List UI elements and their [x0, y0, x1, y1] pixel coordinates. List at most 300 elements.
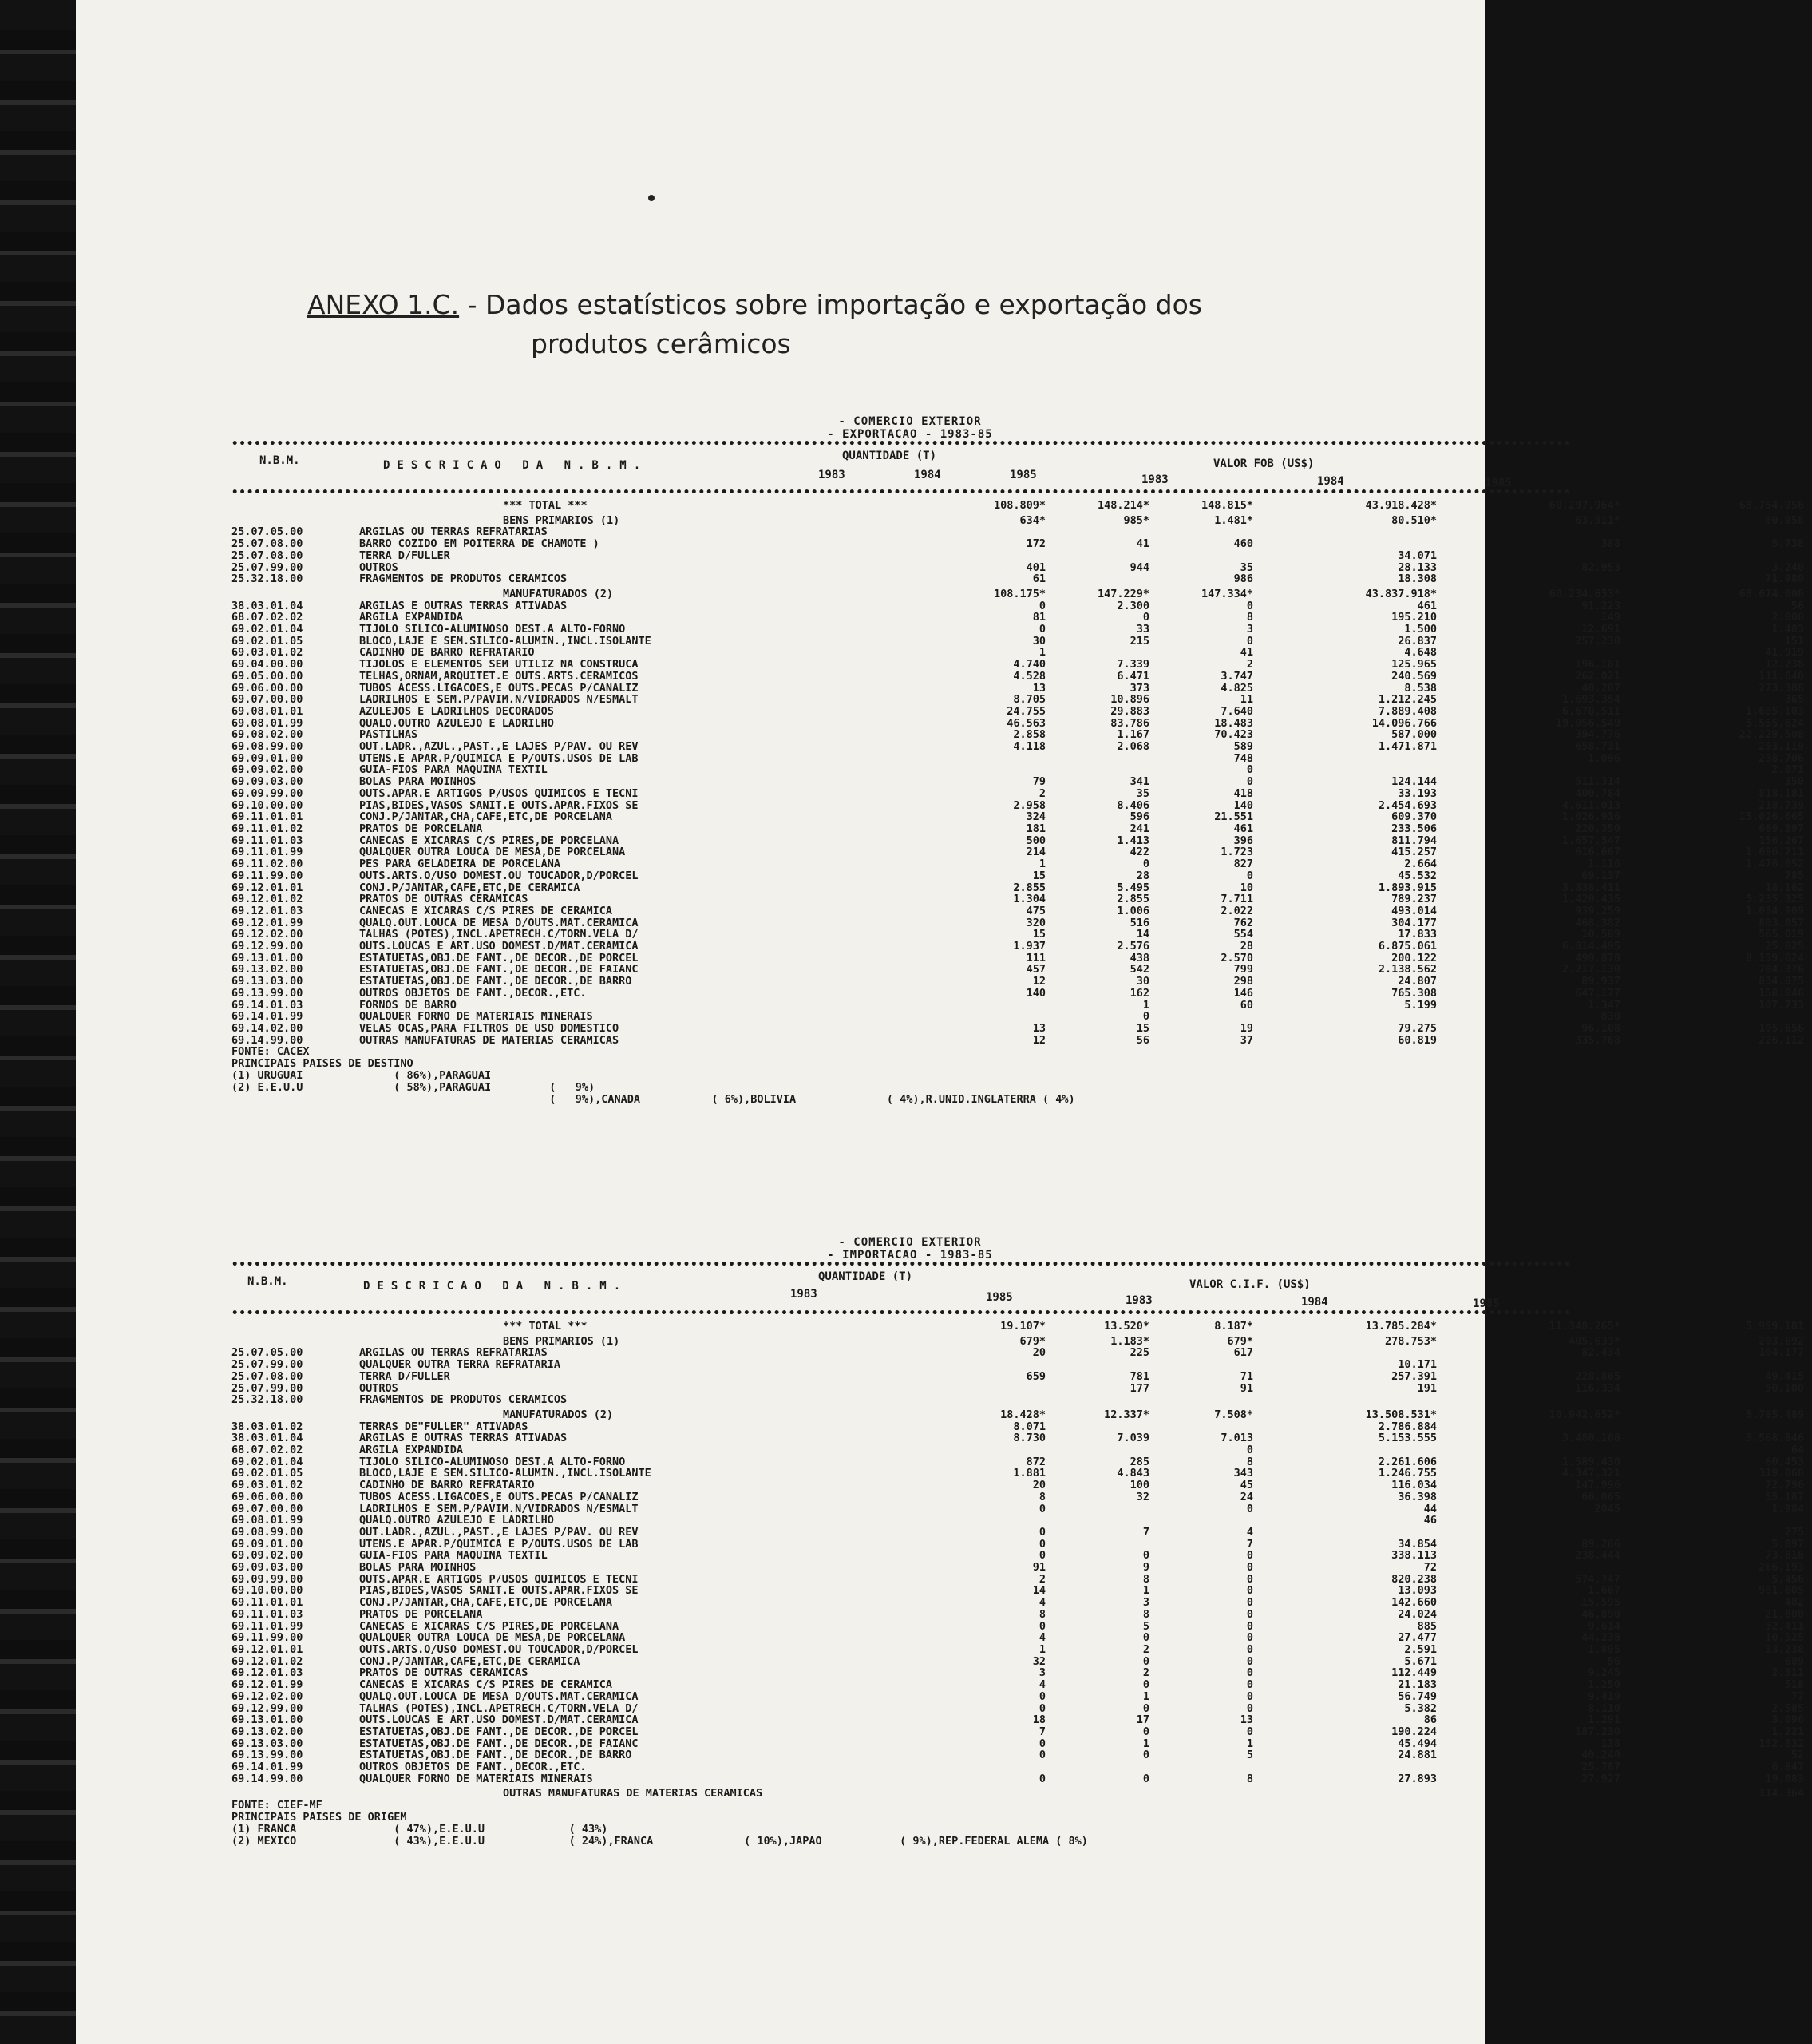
qty-1984-cell: 33: [1136, 623, 1149, 636]
qty-1985-cell: 8: [1246, 1772, 1253, 1785]
qty-1985-cell: 18.483: [1214, 716, 1253, 730]
table-row: [231, 823, 1812, 835]
value-1983-cell: 190.224: [1391, 1725, 1437, 1738]
qty-1983-cell: 0: [1039, 599, 1046, 612]
qty-1985-cell: 986: [1233, 572, 1253, 586]
description-cell: TIJOLO SILICO-ALUMINOSO DEST.A ALTO-FORNO: [359, 623, 626, 636]
table-row: [231, 624, 1812, 636]
description-cell: OUT.LADR.,AZUL.,PAST.,E LAJES P/PAV. OU REV: [359, 1525, 639, 1539]
qty-1985-cell: 298: [1233, 975, 1253, 988]
table-row: [231, 600, 1812, 612]
value-1985-cell: 3.568.846: [1745, 1432, 1804, 1445]
nbm-code-cell: 68.07.02.02: [231, 1444, 303, 1457]
qty-1985-cell: 0: [1246, 1607, 1253, 1621]
value-1985-cell: [1628, 550, 1812, 562]
qty-1984-cell: 162: [1130, 986, 1149, 1000]
table-row: [231, 1444, 1812, 1456]
nbm-code-cell: 69.07.00.00: [231, 1502, 303, 1515]
value-1983-cell: 7.889.408: [1378, 704, 1437, 718]
nbm-code-cell: 69.09.03.00: [231, 775, 303, 789]
description-cell: PES PARA GELADEIRA DE PORCELANA: [359, 858, 560, 871]
table-row: [231, 1773, 1812, 1785]
qty-1984-cell: 0: [1142, 1772, 1149, 1785]
value-1984-cell: 1.347: [1588, 998, 1620, 1012]
qty-1985-cell: 1.723: [1221, 846, 1253, 859]
description-cell: ESTATUETAS,OBJ.DE FANT.,DE DECOR.,DE BARRO: [359, 975, 632, 988]
table-row: [231, 858, 1812, 870]
document-page: [76, 0, 1804, 2044]
table-row: [231, 683, 1812, 695]
qty-1984-cell: 0: [1142, 1701, 1149, 1715]
value-1983-cell: 6.875.061: [1378, 940, 1437, 953]
value-1983-cell: 24.024: [1398, 1607, 1437, 1621]
nbm-code-cell: 69.13.01.00: [231, 1713, 303, 1727]
value-1983-cell: 13.093: [1398, 1584, 1437, 1598]
value-1983-cell: 789.237: [1391, 893, 1437, 906]
description-cell: CONJ.P/JANTAR,CAFE,ETC,DE CERAMICA: [359, 881, 580, 894]
qty-1984-cell: 1.167: [1117, 728, 1149, 742]
qty-1983-cell: 0: [1039, 1689, 1046, 1703]
qty-1985-cell: 0: [1246, 1502, 1253, 1515]
qty-1983-cell: 46.563: [1007, 716, 1046, 730]
table-row: [231, 788, 1812, 800]
qty-1983-cell: 401: [1026, 561, 1046, 574]
description-cell: OUTS.LOUCAS E ART.USO DOMEST.D/MAT.CERAMICA: [359, 1713, 639, 1727]
description-cell: ESTATUETAS,OBJ.DE FANT.,DE DECOR.,DE PORCEL: [359, 1725, 639, 1738]
nbm-code-cell: 69.11.01.03: [231, 1607, 303, 1621]
value-1984-cell: 220.350: [1575, 822, 1620, 835]
value-1985-cell: [1628, 1359, 1812, 1371]
nbm-code-cell: 69.12.02.00: [231, 928, 303, 941]
value-1985-cell: 12.238: [1765, 658, 1804, 671]
description-cell: FRAGMENTOS DE PRODUTOS CERAMICOS: [359, 572, 568, 586]
value-1984-cell: 939.259: [1575, 904, 1620, 917]
qty-1984-cell: 177: [1130, 1381, 1149, 1395]
qty-1983-cell: 79: [1032, 775, 1046, 789]
value-1984-cell: 400.784: [1575, 786, 1620, 800]
nbm-code-cell: 69.11.01.03: [231, 834, 303, 847]
value-1983-cell: 2.786.884: [1378, 1420, 1437, 1433]
description-cell: QUALQUER OUTRA LOUCA DE MESA,DE PORCELANA: [359, 846, 626, 859]
value-1983-cell: 116.034: [1391, 1479, 1437, 1492]
value-1983-cell: 1.500: [1404, 623, 1437, 636]
qty-1983-cell: [950, 1785, 1054, 1800]
value-1985-cell: 1.483: [1771, 623, 1804, 636]
nbm-code-cell: 69.09.01.00: [231, 1537, 303, 1551]
value-1984-cell: [1445, 550, 1628, 562]
qty-1985-cell: [1157, 1421, 1261, 1433]
table-row: [231, 1726, 1812, 1738]
year-label: 1983: [1141, 473, 1169, 486]
value-1985-cell: 350: [1784, 775, 1804, 789]
value-1983-cell: [1261, 753, 1445, 765]
value-1983-cell: [1261, 1394, 1445, 1406]
value-1985-cell: 25.825: [1765, 940, 1804, 953]
value-1985-cell: [1628, 1515, 1812, 1527]
qty-1984-cell: 225: [1130, 1346, 1149, 1360]
nbm-code-cell: 69.06.00.00: [231, 1490, 303, 1503]
nbm-code-cell: 69.11.01.99: [231, 1619, 303, 1633]
qty-1984-cell: 1.413: [1117, 834, 1149, 847]
qty-1985-cell: 460: [1233, 537, 1253, 551]
value-1984-cell: 138: [1600, 1737, 1620, 1750]
qty-1984-cell: 1: [1142, 1584, 1149, 1598]
value-1984-cell: [1445, 1785, 1628, 1800]
description-cell: PRATOS DE OUTRAS CERAMICAS: [359, 1666, 528, 1680]
value-1983-cell: 5.153.555: [1378, 1432, 1437, 1445]
qty-1984-cell: 9: [1142, 1561, 1149, 1575]
table-row: [231, 1480, 1812, 1491]
qty-1983-cell: [950, 764, 1054, 776]
table-row: [231, 659, 1812, 671]
qty-1984-cell: 6.471: [1117, 669, 1149, 683]
qty-1984-cell: 30: [1136, 975, 1149, 988]
description-cell: ESTATUETAS,OBJ.DE FANT.,DE DECOR.,DE BARRO: [359, 1749, 632, 1762]
qty-1983-cell: 2: [1039, 1572, 1046, 1586]
qty-1984-cell: [1054, 573, 1157, 585]
value-1985-cell: 52: [1790, 1749, 1804, 1762]
value-1984-cell: 69.137: [1581, 869, 1620, 882]
qty-1984-cell: 2.576: [1117, 940, 1149, 953]
qty-1985-cell: 146: [1233, 986, 1253, 1000]
nbm-code-cell: 25.07.99.00: [231, 1358, 303, 1372]
value-1983-cell: 811.794: [1391, 834, 1437, 847]
qty-1983-cell: 8.071: [1013, 1420, 1046, 1433]
value-1985-cell: 151: [1784, 634, 1804, 648]
nbm-code-cell: 38.03.01.02: [231, 1420, 303, 1433]
nbm-code-cell: 69.10.00.00: [231, 798, 303, 812]
description-cell: OUTROS OBJETOS DE FANT.,DECOR.,ETC.: [359, 986, 587, 1000]
qty-1985-cell: 617: [1233, 1346, 1253, 1360]
qty-1984-cell: 781: [1130, 1369, 1149, 1383]
nbm-code-cell: 69.13.03.00: [231, 1737, 303, 1750]
nbm-code-cell: 69.09.02.00: [231, 1549, 303, 1563]
qty-1985-cell: 0: [1246, 1725, 1253, 1738]
export-section: [231, 415, 1804, 1107]
value-1983-cell: 43.918.428*: [1365, 499, 1437, 512]
nbm-code-cell: 69.12.99.00: [231, 940, 303, 953]
table-row: [231, 870, 1812, 882]
qty-1983-cell: 0: [1039, 623, 1046, 636]
qty-1985-cell: 4: [1246, 1525, 1253, 1539]
value-1984-cell: 63.311*: [1575, 513, 1620, 527]
qty-1985-cell: 589: [1233, 740, 1253, 754]
description-cell: CONJ.P/JANTAR,CHA,CAFE,ETC,DE PORCELANA: [359, 810, 612, 824]
table-row: [231, 1574, 1812, 1586]
qty-1985-cell: 799: [1233, 963, 1253, 976]
value-1985-cell: 68.674.000: [1739, 587, 1804, 600]
qty-1985-cell: 8.187*: [1214, 1320, 1253, 1333]
value-1985-cell: 80.958: [1765, 513, 1804, 527]
nbm-code-cell: 69.13.03.00: [231, 975, 303, 988]
qty-1985-cell: [1157, 1515, 1261, 1527]
table-row: [231, 1359, 1812, 1371]
value-1984-cell: 60.234.653*: [1549, 587, 1620, 600]
qty-1983-cell: 2: [1039, 786, 1046, 800]
description-cell: OUTROS OBJETOS DE FANT.,DECOR.,ETC.: [359, 1761, 587, 1774]
value-1985-cell: 6.847: [1771, 1761, 1804, 1774]
value-1984-cell: 1.250: [1588, 1678, 1620, 1692]
qty-1983-cell: 19.107*: [1000, 1320, 1046, 1333]
table-row: [231, 811, 1812, 823]
qty-1984-cell: [1054, 1444, 1157, 1456]
qty-1984-cell: 8: [1142, 1572, 1149, 1586]
value-1984-cell: 187.230: [1575, 1725, 1620, 1738]
description-cell: MANUFATURADOS (2): [503, 587, 614, 600]
nbm-code-cell: 69.06.00.00: [231, 681, 303, 695]
col-quantity-header: QUANTIDADE (T): [842, 450, 937, 462]
nbm-code-cell: 69.02.01.04: [231, 1455, 303, 1468]
description-cell: OUTS.APAR.E ARTIGOS P/USOS QUIMICOS E TECNI: [359, 1572, 639, 1586]
qty-1985-cell: 0: [1246, 1654, 1253, 1668]
qty-1983-cell: 111: [1026, 951, 1046, 965]
description-cell: TIJOLOS E ELEMENTOS SEM UTILIZ NA CONSTRUCA: [359, 658, 639, 671]
nbm-code-cell: 25.07.05.00: [231, 1346, 303, 1360]
qty-1983-cell: 2.958: [1013, 798, 1046, 812]
value-1983-cell: 34.071: [1398, 549, 1437, 562]
description-cell: *** TOTAL ***: [503, 499, 588, 512]
qty-1984-cell: 241: [1130, 822, 1149, 835]
value-1983-cell: 1.471.871: [1378, 740, 1437, 754]
qty-1983-cell: 140: [1026, 986, 1046, 1000]
qty-1983-cell: 0: [1039, 1772, 1046, 1785]
qty-1983-cell: 18.428*: [1000, 1408, 1046, 1421]
nbm-code-cell: 69.11.99.00: [231, 1631, 303, 1645]
value-1983-cell: [1261, 1011, 1445, 1023]
table-row: [231, 1609, 1812, 1621]
year-label: 1984: [1301, 1296, 1328, 1309]
value-1983-cell: 304.177: [1391, 916, 1437, 929]
description-cell: ARGILA EXPANDIDA: [359, 611, 464, 624]
nbm-code-cell: 69.03.01.02: [231, 646, 303, 660]
table-row: [231, 1761, 1812, 1773]
qty-1983-cell: [950, 1011, 1054, 1023]
table-row: [231, 917, 1812, 929]
qty-1984-cell: 3: [1142, 1596, 1149, 1610]
import-period: - IMPORTACAO - 1983-85: [827, 1249, 993, 1262]
value-1985-cell: 114.364: [1759, 1787, 1804, 1800]
qty-1985-cell: [1157, 1359, 1261, 1371]
value-1984-cell: 1.693.354: [1561, 693, 1620, 707]
description-cell: TELHAS,ORNAM,ARQUITET.E OUTS.ARTS.CERAMICOS: [359, 669, 639, 683]
qty-1983-cell: 4: [1039, 1596, 1046, 1610]
table-row: [231, 941, 1812, 953]
footnote-line: PRINCIPAIS PAISES DE DESTINO: [231, 1057, 413, 1071]
value-1984-cell: 66.065: [1581, 1490, 1620, 1503]
description-cell: OUT.LADR.,AZUL.,PAST.,E LAJES P/PAV. OU REV: [359, 740, 639, 754]
value-1983-cell: 8.538: [1404, 681, 1437, 695]
nbm-code-cell: 69.08.01.99: [231, 716, 303, 730]
nbm-code-cell: 69.03.01.02: [231, 1479, 303, 1492]
value-1985-cell: 981.605: [1759, 1584, 1804, 1598]
value-1983-cell: 200.122: [1391, 951, 1437, 965]
qty-1985-cell: 8: [1246, 1455, 1253, 1468]
description-cell: BOLAS PARA MOINHOS: [359, 775, 477, 789]
nbm-code-cell: 69.12.01.01: [231, 1642, 303, 1656]
annex-title-line1: - Dados estatísticos sobre importação e exportação dos: [467, 289, 1203, 320]
qty-1985-cell: 0: [1246, 1584, 1253, 1598]
value-1985-cell: 669.397: [1759, 822, 1804, 835]
table-row: [231, 1562, 1812, 1574]
description-cell: ARGILAS E OUTRAS TERRAS ATIVADAS: [359, 599, 568, 612]
table-row: [231, 929, 1812, 941]
value-1985-cell: 3.240: [1771, 561, 1804, 574]
qty-1984-cell: 2.068: [1117, 740, 1149, 754]
nbm-code-cell: 69.08.02.00: [231, 728, 303, 742]
value-1984-cell: 96.108: [1581, 1021, 1620, 1035]
qty-1983-cell: [950, 526, 1054, 538]
description-cell: ARGILA EXPANDIDA: [359, 1444, 464, 1457]
value-1984-cell: 1.667: [1588, 1584, 1620, 1598]
value-1983-cell: 86: [1423, 1713, 1437, 1727]
qty-1984-cell: 2: [1142, 1642, 1149, 1656]
year-label: 1985: [1485, 477, 1512, 489]
value-1983-cell: 24.881: [1398, 1749, 1437, 1762]
footnote-line: ( 9%),CANADA ( 6%),BOLIVIA ( 4%),R.UNID.INGLATERRA ( 4%): [231, 1093, 1075, 1107]
description-cell: ARGILAS OU TERRAS REFRATARIAS: [359, 525, 548, 539]
qty-1984-cell: [1054, 1359, 1157, 1371]
value-1984-cell: 1.420.435: [1561, 893, 1620, 906]
qty-1983-cell: [950, 1761, 1054, 1773]
qty-1984-cell: 0: [1142, 1549, 1149, 1563]
qty-1985-cell: 0: [1246, 1689, 1253, 1703]
value-1984-cell: 405.633*: [1568, 1334, 1620, 1348]
value-1985-cell: 111.640: [1759, 669, 1804, 683]
nbm-code-cell: 69.02.01.05: [231, 634, 303, 648]
value-1983-cell: 240.569: [1391, 669, 1437, 683]
description-cell: BLOCO,LAJE E SEM.SILICO-ALUMIN.,INCL.ISOLANTE: [359, 1467, 651, 1480]
table-row: [231, 573, 1812, 585]
description-cell: TUBOS ACESS.LIGACOES,E OUTS.PECAS P/CANALIZ: [359, 1490, 639, 1503]
value-1985-cell: 818.181: [1759, 786, 1804, 800]
qty-1983-cell: 30: [1032, 634, 1046, 648]
value-1985-cell: 565.019: [1759, 928, 1804, 941]
value-1983-cell: 191: [1417, 1381, 1437, 1395]
qty-1985-cell: 1: [1246, 1737, 1253, 1750]
value-1985-cell: 1.685.103: [1745, 704, 1804, 718]
value-1984-cell: 82.953: [1581, 561, 1620, 574]
nbm-code-cell: 69.13.99.00: [231, 986, 303, 1000]
table-row: [231, 1527, 1812, 1539]
value-1983-cell: 142.660: [1391, 1596, 1437, 1610]
table-row: [231, 1714, 1812, 1726]
value-1983-cell: 415.257: [1391, 846, 1437, 859]
qty-1983-cell: [950, 753, 1054, 765]
value-1984-cell: 89.937: [1581, 975, 1620, 988]
qty-1983-cell: 4.118: [1013, 740, 1046, 754]
description-cell: UTENS.E APAR.P/QUIMICA E P/OUTS.USOS DE LAB: [359, 1537, 639, 1551]
table-row: [231, 1503, 1812, 1515]
nbm-code-cell: 69.14.01.03: [231, 998, 303, 1012]
qty-1985-cell: 35: [1240, 561, 1253, 574]
value-1983-cell: 1.246.755: [1378, 1467, 1437, 1480]
qty-1983-cell: 32: [1032, 1654, 1046, 1668]
qty-1984-cell: 32: [1136, 1490, 1149, 1503]
qty-1985-cell: 7.640: [1221, 704, 1253, 718]
year-label: 1985: [986, 1291, 1013, 1304]
value-1983-cell: 125.965: [1391, 658, 1437, 671]
value-1984-cell: 12.691: [1581, 623, 1620, 636]
table-row: [231, 776, 1812, 788]
year-label: 1985: [1473, 1297, 1500, 1310]
qty-1984-cell: 10.896: [1110, 693, 1149, 707]
year-label: 1983: [818, 469, 845, 481]
description-cell: *** TOTAL ***: [503, 1320, 588, 1333]
value-1983-cell: 2.591: [1404, 1642, 1437, 1656]
qty-1984-cell: 0: [1142, 1631, 1149, 1645]
qty-1985-cell: 5: [1246, 1749, 1253, 1762]
qty-1984-cell: 28: [1136, 869, 1149, 882]
qty-1983-cell: 8.730: [1013, 1432, 1046, 1445]
qty-1985-cell: 37: [1240, 1033, 1253, 1047]
value-1985-cell: 238.706: [1759, 751, 1804, 765]
description-cell: OUTS.ARTS.O/USO DOMEST.OU TOUCADOR,D/PORCEL: [359, 869, 639, 882]
description-cell: PASTILHAS: [359, 728, 418, 742]
qty-1984-cell: 1: [1142, 1737, 1149, 1750]
table-row: [231, 1691, 1812, 1703]
qty-1985-cell: 2.022: [1221, 904, 1253, 917]
export-table: [231, 497, 1812, 1046]
description-cell: BENS PRIMARIOS (1): [503, 1334, 620, 1348]
description-cell: LADRILHOS E SEM.P/PAVIM.N/VIDRADOS N/ESMALT: [359, 693, 639, 707]
value-1983-cell: [1261, 1444, 1445, 1456]
qty-1983-cell: 14: [1032, 1584, 1046, 1598]
qty-1983-cell: 8.705: [1013, 693, 1046, 707]
value-1983-cell: 4.648: [1404, 646, 1437, 660]
qty-1985-cell: [1157, 1011, 1261, 1023]
value-1984-cell: 25.787: [1581, 1761, 1620, 1774]
value-1983-cell: 257.391: [1391, 1369, 1437, 1383]
nbm-code-cell: 69.04.00.00: [231, 658, 303, 671]
value-1985-cell: 22.229.508: [1739, 728, 1804, 742]
qty-1983-cell: 1: [1039, 646, 1046, 660]
description-cell: OUTS.ARTS.O/USO DOMEST.OU TOUCADOR,D/PORCEL: [359, 1642, 639, 1656]
value-1985-cell: 152.332: [1759, 1737, 1804, 1750]
value-1984-cell: 490.878: [1575, 951, 1620, 965]
value-1984-cell: 1.026.916: [1561, 810, 1620, 824]
nbm-code-cell: 69.09.01.00: [231, 751, 303, 765]
qty-1985-cell: 7: [1246, 1537, 1253, 1551]
nbm-code-cell: 25.07.05.00: [231, 525, 303, 539]
qty-1983-cell: 12: [1032, 975, 1046, 988]
description-cell: QUALQUER OUTRA LOUCA DE MESA,DE PORCELANA: [359, 1631, 626, 1645]
value-1983-cell: 461: [1417, 599, 1437, 612]
qty-1983-cell: 1.304: [1013, 893, 1046, 906]
qty-1985-cell: 0: [1246, 763, 1253, 777]
table-row: [231, 905, 1812, 917]
value-1984-cell: 10.589: [1581, 928, 1620, 941]
description-cell: TERRAS DE"FULLER" ATIVADAS: [359, 1420, 528, 1433]
value-1984-cell: 10.942.652*: [1549, 1408, 1620, 1421]
value-1985-cell: 704.376: [1759, 963, 1804, 976]
nbm-code-cell: 69.12.01.03: [231, 904, 303, 917]
qty-1983-cell: 18: [1032, 1713, 1046, 1727]
table-row: [231, 612, 1812, 624]
qty-1985-cell: 19: [1240, 1021, 1253, 1035]
value-1983-cell: [1261, 764, 1445, 776]
qty-1985-cell: 140: [1233, 798, 1253, 812]
value-1984-cell: 1.657.547: [1561, 834, 1620, 847]
value-1985-cell: 1.221: [1771, 1725, 1804, 1738]
qty-1984-cell: 0: [1142, 1010, 1149, 1024]
qty-1983-cell: 214: [1026, 846, 1046, 859]
table-row: [231, 1644, 1812, 1656]
value-1985-cell: 834.875: [1759, 975, 1804, 988]
footnote-line: PRINCIPAIS PAISES DE ORIGEM: [231, 1811, 407, 1824]
value-1985-cell: 5.555.624: [1745, 716, 1804, 730]
value-1985-cell: [1628, 1011, 1812, 1023]
value-1983-cell: 5.671: [1404, 1654, 1437, 1668]
